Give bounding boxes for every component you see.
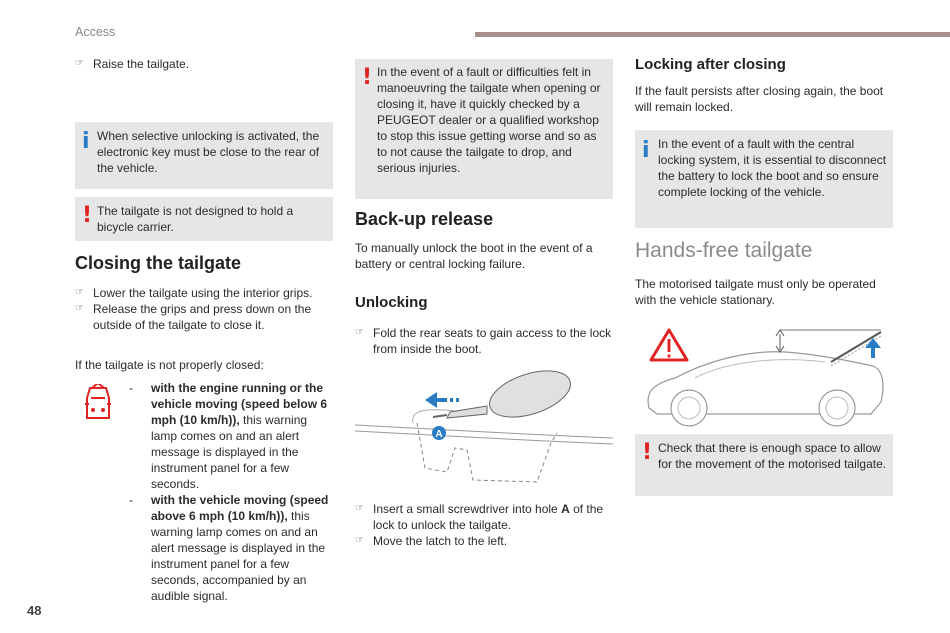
backup-title: Back-up release <box>355 209 494 229</box>
raise-bullet: ☞ Raise the tailgate. <box>75 56 333 72</box>
handsfree-title: Hands-free tailgate <box>635 239 813 262</box>
locking-title: Locking after closing <box>635 56 786 73</box>
screwdriver-lock-illustration <box>355 368 613 496</box>
hole-a-label: A <box>435 429 443 440</box>
header-bar <box>475 32 950 37</box>
handsfree-text: The motorised tailgate must only be operated with the vehicle stationary. <box>635 277 876 307</box>
car-tailgate-illustration <box>635 322 893 430</box>
lamp-condition-item: - with the engine running or the vehicle moving (speed below 6 mph (10 km/h)), this warning lamp comes on and an alert message is displayed in the instrument panel for a few seconds. <box>129 381 328 491</box>
info-central-text: In the event of a fault with the central locking system, it is essential to disconnect the battery to lock the boot and so ensure complete locking of the vehicle. <box>658 137 887 199</box>
move-latch-bullet: ☞ Move the latch to the left. <box>355 533 613 549</box>
lamp-condition-text: this warning lamp comes on and an alert message is displayed in the instrument panel for a few seconds. <box>151 413 308 491</box>
warn-space-text: Check that there is enough space to allow for the movement of the motorised tailgate. <box>658 441 887 471</box>
warning-box-space <box>635 434 893 496</box>
page-number: 48 <box>27 603 42 618</box>
closing-bullet: ☞ Lower the tailgate using the interior grips. <box>75 285 333 301</box>
locking-text: If the fault persists after closing again, the boot will remain locked. <box>635 84 884 114</box>
lamp-condition-bold: with the vehicle moving (speed above 6 mph (10 km/h)), <box>151 493 329 523</box>
not-closed-intro: If the tailgate is not properly closed: <box>75 358 264 372</box>
info-icon: i <box>82 129 90 154</box>
lamp-condition-text: this warning lamp comes on and an alert message is displayed in the instrument panel for a few seconds, accompanied by an audible signal. <box>151 509 326 603</box>
warning-icon: ! <box>82 203 93 228</box>
info-box-selective <box>75 122 333 189</box>
backup-intro: To manually unlock the boot in the event of a battery or central locking failure. <box>355 241 593 271</box>
tailgate-open-lamp-icon <box>82 384 114 424</box>
screwdriver-bullet: ☞ Insert a small screwdriver into hole A of the lock to unlock the tailgate. <box>355 501 613 533</box>
info-selective-text: When selective unlocking is activated, the electronic key must be close to the rear of the vehicle. <box>97 129 320 175</box>
screwdriver-bullet-list <box>355 501 613 549</box>
warning-icon: ! <box>642 440 653 465</box>
info-box-central <box>635 130 893 228</box>
warning-box-bicycle <box>75 197 333 241</box>
lamp-condition-bold: with the engine running or the vehicle moving (speed below 6 mph (10 km/h)), <box>151 381 328 427</box>
raise-bullet-list <box>75 56 333 72</box>
warn-bicycle-text: The tailgate is not designed to hold a bicycle carrier. <box>97 204 294 234</box>
warn-fault-text: In the event of a fault or difficulties felt in manoeuvring the tailgate when opening or closing it, have it quickly checked by a PEUGEOT dealer or a qualified workshop to stop this issue getting worse and so as to not cause the tailgate to drop, and serious injuries. <box>377 65 601 175</box>
warning-icon: ! <box>362 65 373 90</box>
info-icon: i <box>642 138 650 163</box>
unlocking-bullet: ☞ Fold the rear seats to gain access to the lock from inside the boot. <box>355 325 613 357</box>
closing-title: Closing the tailgate <box>75 253 242 273</box>
section-header: Access <box>75 25 116 39</box>
closing-bullet: ☞ Release the grips and press down on the outside of the tailgate to close it. <box>75 301 333 333</box>
warning-box-fault <box>355 59 613 199</box>
unlocking-bullet-list <box>355 325 613 357</box>
lamp-condition-item: - with the vehicle moving (speed above 6 mph (10 km/h)), this warning lamp comes on and an alert message is displayed in the instrument panel for a few seconds, accompanied by an audible signal. <box>129 493 329 603</box>
unlocking-title: Unlocking <box>355 294 428 311</box>
closing-bullet-list <box>75 285 333 333</box>
lamp-conditions-list <box>129 380 329 604</box>
